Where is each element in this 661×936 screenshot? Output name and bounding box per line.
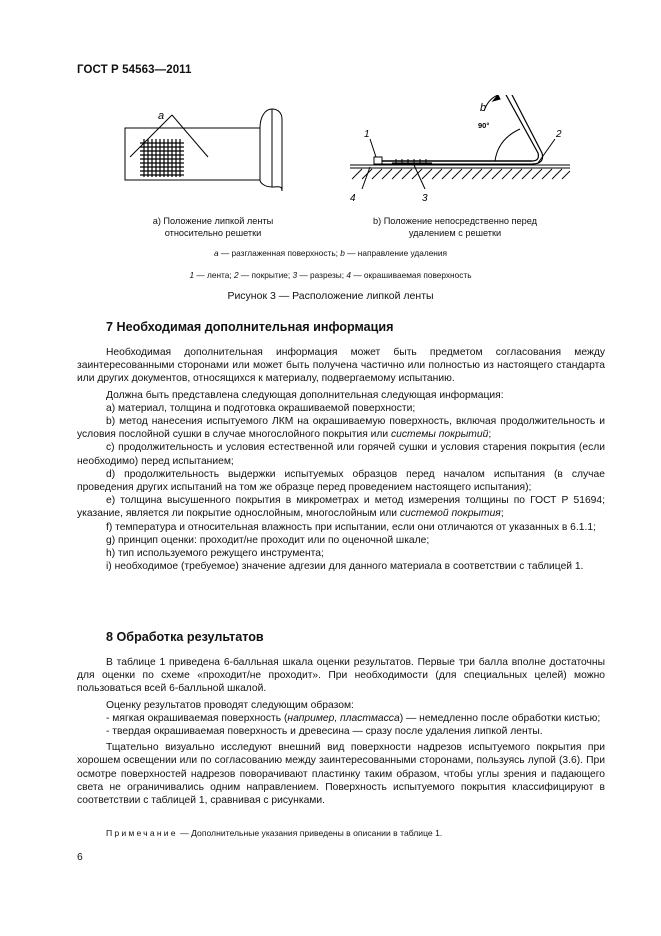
section-8-title: 8 Обработка результатов (106, 630, 264, 644)
s7-item-b (77, 415, 605, 441)
figure-a-tape-diagram (125, 109, 282, 191)
note-text: — Дополнительные указания приведены в описании в таблице 1. (177, 828, 443, 838)
tape-rect (125, 128, 260, 180)
s7-item-e-text: e) толщина высушенного покрытия в микрометрах и метод измерения толщины по ГОСТ Р 51694; указание, является ли покрытие однослойным, многослойным или (77, 495, 605, 520)
s8-paragraph-3: Тщательно визуально исследуют внешний вид поверхности надрезов испытуемого покрытия при хорошем освещении или по согласованию между заинтересованными сторонами, пользуясь лупой (3.6). При осмотре поверхностей надрезов поворачивают пластинку таким образом, чтобы углы зрения и падающего света не ограничивались одним направлением. Поверхность испытуемого покрытия классифицируют в соответствии с таблицей 1, сравнивая с рисунками. (77, 742, 605, 807)
s8-paragraph-2: Оценку результатов проводят следующим образом: (106, 699, 354, 711)
s7-item-b-text: b) метод нанесения испытуемого ЛКМ на окрашиваемую поверхность, включая продолжительность и условия послойной сушки в случае многослойного покрытия или (77, 416, 605, 441)
legend-key-1: 1 (189, 270, 195, 280)
s7-paragraph-1: Необходимая дополнительная информация может быть предметом согласования между заинтересованными сторонами или может быть получена частично или полностью из настоящего стандарта или других документов, относящихся к материалу, подвергаемому испытанию. (77, 347, 605, 385)
label-a: a (158, 110, 165, 122)
s7-item-i: i) необходимое (требуемое) значение адгезии для данного материала в соответствии с таблицей 1. (106, 561, 584, 573)
caption-a-line1: а) Положение липкой ленты (152, 216, 274, 226)
s8-bullet-1-italic: например, пластмасса (287, 712, 400, 724)
label-1: 1 (364, 129, 370, 140)
s8-paragraph-1: В таблице 1 приведена 6-балльная шкала оценки результатов. Первые три балла вполне достаточны для оценки по схеме «проходит/не проходит». При необходимости (для специальных целей) можно пользоваться всей 6-балльной шкалой. (77, 657, 605, 695)
legend-text-2: — покрытие; (238, 270, 293, 280)
page-number: 6 (77, 852, 83, 863)
s7-item-e-italic: системой покрытия (399, 508, 501, 520)
legend-text-3: — разрезы; (297, 270, 347, 280)
label-3: 3 (422, 193, 428, 204)
section-7-body (77, 346, 605, 573)
note (106, 828, 442, 838)
figure-3-drawing (100, 95, 580, 205)
s7-item-a: а) материал, толщина и подготовка окрашиваемой поверхности; (106, 402, 416, 414)
s8-bullet-2: - твердая окрашиваемая поверхность и древесина — сразу после удаления липкой ленты. (106, 726, 543, 738)
note-label: Примечание (106, 828, 178, 838)
s8-bullet-1 (77, 712, 605, 725)
legend-a-key: а (213, 248, 219, 258)
cut-grid (140, 139, 184, 177)
section-8-body (77, 656, 605, 807)
s7-item-e-end: ; (500, 508, 504, 520)
figure-caption-b (352, 215, 558, 239)
s7-item-b-italic: системы покрытий (391, 429, 489, 441)
label-2: 2 (556, 129, 562, 140)
legend-a-text: — разглаженная поверхность; (218, 248, 341, 258)
legend-text-1: — лента; (194, 270, 234, 280)
legend-key-4: 4 (346, 270, 352, 280)
label-angle: 90° (478, 121, 490, 130)
s7-item-c: c) продолжительность и условия естественной или горячей сушки и условия старения покрытия (если необходимо) перед испытанием; (77, 442, 605, 467)
figure-legend-directions (0, 248, 661, 258)
legend-b-key: b (340, 248, 345, 258)
figure-title: Рисунок 3 — Расположение липкой ленты (227, 290, 434, 302)
figure-legend-parts (0, 270, 661, 280)
legend-text-4: — окрашиваемая поверхность (351, 270, 472, 280)
figure-caption-a (118, 215, 308, 239)
legend-b-text: — направление удаления (344, 248, 448, 258)
s7-item-b-end: ; (488, 429, 492, 441)
s7-item-d: d) продолжительность выдержки испытуемых образцов перед началом испытания (в случае проведения других испытаний на том же образце перед проведением настоящего испытания); (77, 468, 605, 494)
caption-a-line2: относительно решетки (164, 228, 262, 238)
tape-end (374, 157, 382, 164)
s7-paragraph-2: Должна быть представлена следующая дополнительная следующая информация: (106, 389, 504, 401)
s7-item-e (77, 494, 605, 520)
s7-item-f: f) температура и относительная влажность при испытании, если они отличаются от указанных в 6.1.1; (106, 521, 596, 533)
s8-bullet-1-end: ) — немедленно после обработки кистью; (399, 712, 601, 724)
caption-b-line1: b) Положение непосредственно перед (372, 216, 538, 226)
surface-hatching (352, 169, 570, 179)
s8-bullet-1-text: - мягкая окрашиваемая поверхность ( (106, 712, 288, 724)
legend-key-3: 3 (292, 270, 298, 280)
document-header: ГОСТ Р 54563—2011 (77, 64, 192, 76)
caption-b-line2: удалением с решетки (408, 228, 502, 238)
section-7-title: 7 Необходимая дополнительная информация (106, 320, 394, 334)
figure-b-removal-diagram (350, 95, 570, 189)
label-b: b (480, 102, 487, 114)
legend-key-2: 2 (233, 270, 239, 280)
s7-item-h: h) тип используемого режущего инструмента; (106, 548, 324, 560)
label-4: 4 (350, 193, 356, 204)
s7-item-g: g) принцип оценки: проходит/не проходит или по оценочной шкале; (106, 534, 430, 546)
